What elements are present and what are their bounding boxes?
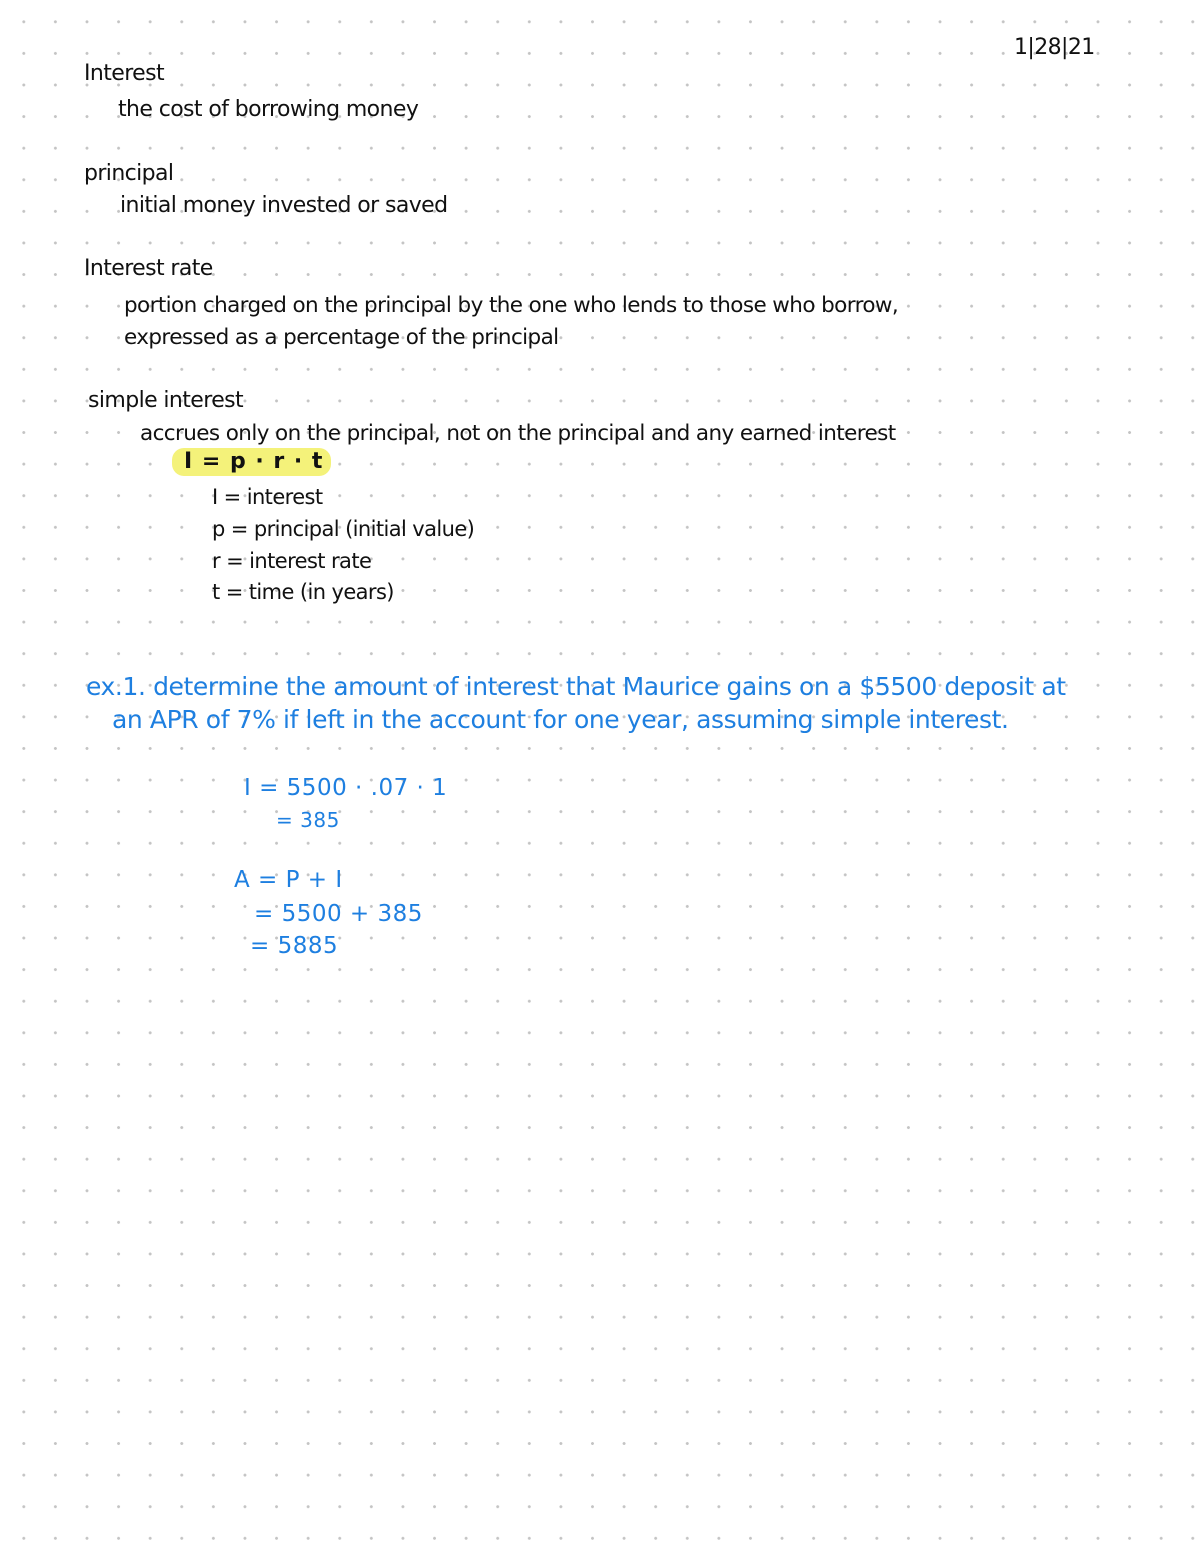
date: 1|28|21: [1014, 35, 1095, 60]
term-interest: Interest: [84, 61, 164, 86]
work-amount-result: = 5885: [250, 933, 339, 959]
variable-t: t = time (in years): [212, 580, 394, 604]
term-principal: principal: [84, 161, 174, 186]
definition-interest-rate-line-1: portion charged on the principal by the one who lends to those who borrow,: [124, 293, 899, 318]
work-amount-substitution: = 5500 + 385: [254, 901, 423, 927]
definition-interest-rate-line-2: expressed as a percentage of the principal: [124, 325, 559, 350]
work-amount-formula: A = P + I: [234, 867, 343, 893]
definition-simple-interest: accrues only on the principal, not on the principal and any earned interest: [140, 421, 896, 446]
definition-principal: initial money invested or saved: [120, 193, 448, 218]
term-simple-interest: simple interest: [88, 388, 244, 413]
definition-interest: the cost of borrowing money: [118, 97, 419, 122]
variable-r: r = interest rate: [212, 549, 372, 573]
simple-interest-formula: I = p · r · t: [172, 448, 331, 476]
example-question-line-1: ex.1. determine the amount of interest that Maurice gains on a $5500 deposit at: [86, 672, 1066, 701]
example-question-line-2: an APR of 7% if left in the account for one year, assuming simple interest.: [112, 705, 1009, 734]
work-interest-result: = 385: [276, 808, 340, 832]
term-interest-rate: Interest rate: [84, 256, 213, 281]
work-interest-formula: I = 5500 · .07 · 1: [244, 775, 448, 801]
variable-p: p = principal (initial value): [212, 517, 475, 541]
variable-i: I = interest: [212, 485, 323, 509]
